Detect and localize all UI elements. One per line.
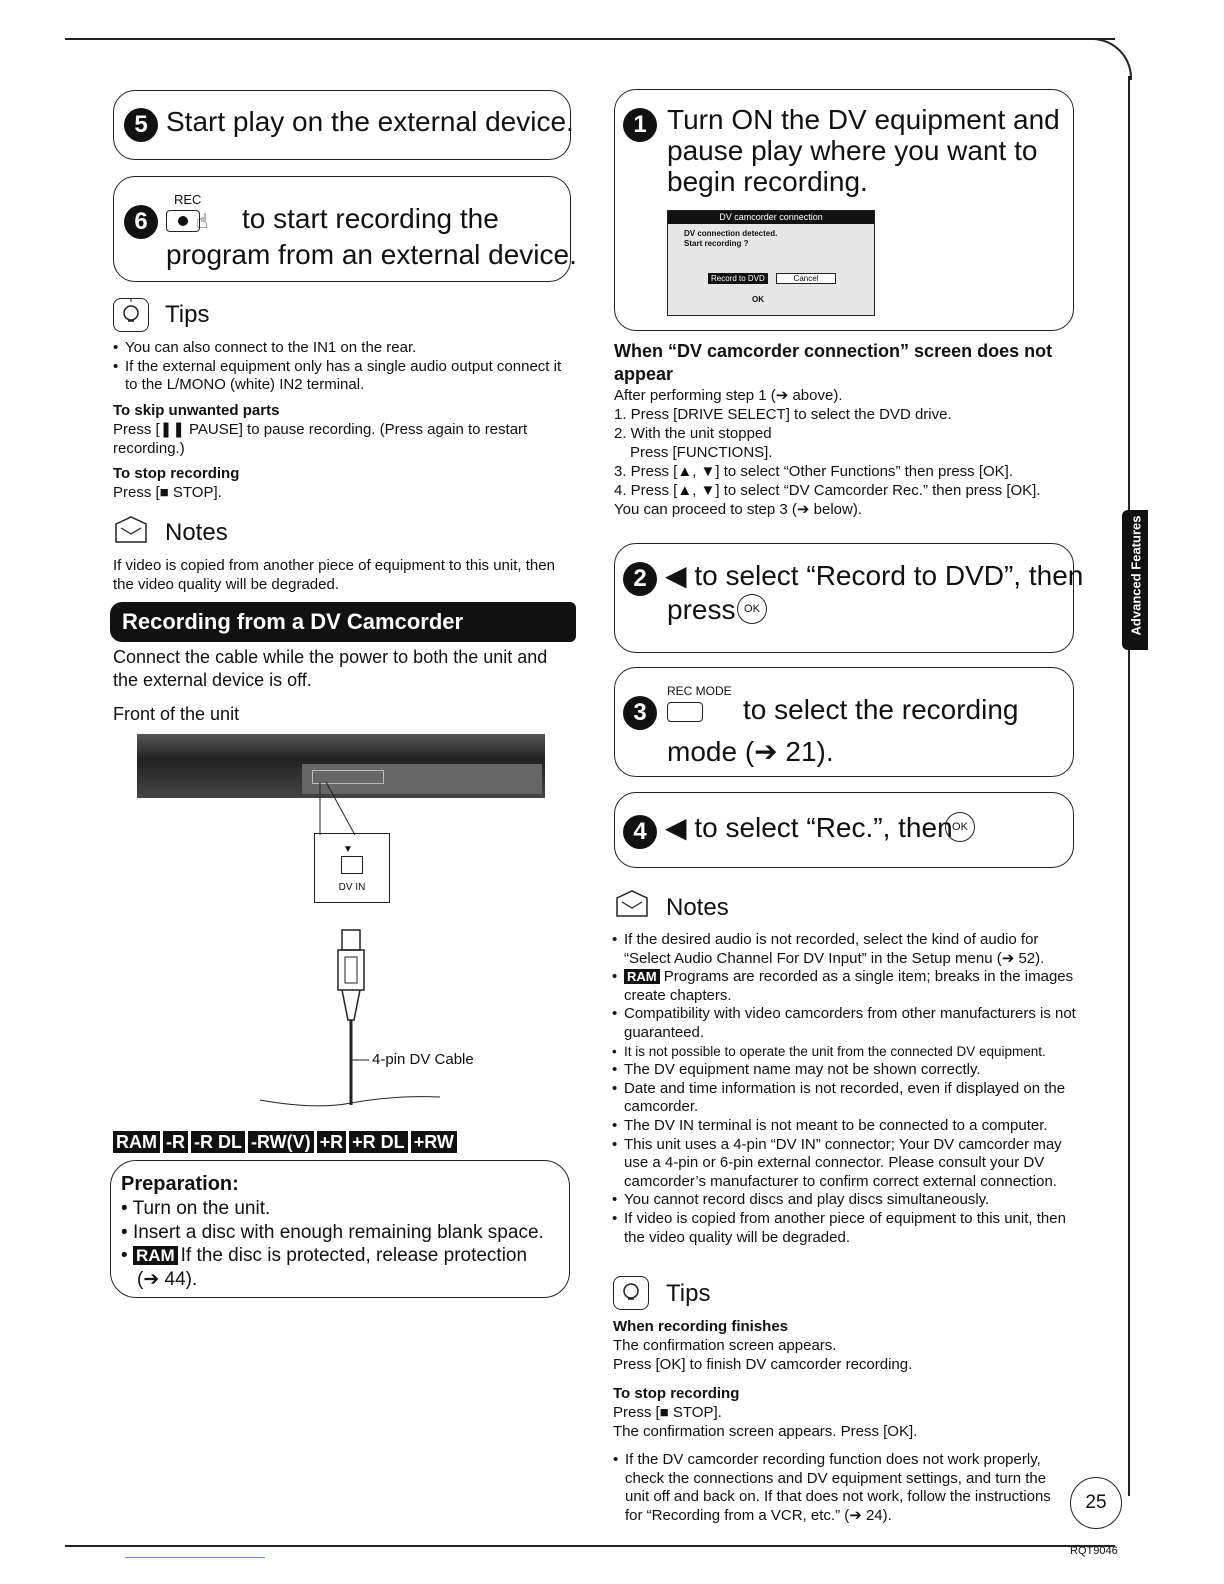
disc-badge: RAM bbox=[113, 1131, 160, 1153]
stop-text: Press [■ STOP]. bbox=[113, 483, 222, 501]
tips-title: Tips bbox=[165, 301, 210, 328]
note-item: • It is not possible to operate the unit from the connected DV equipment. bbox=[612, 1043, 1082, 1062]
step-text: Start play on the external device. bbox=[166, 106, 574, 137]
rec-mode-label: REC MODE bbox=[667, 684, 732, 698]
step-text-line1: to start recording the bbox=[242, 203, 499, 234]
top-rule bbox=[65, 38, 1115, 40]
disc-badges bbox=[113, 1131, 460, 1153]
step-number: 3 bbox=[623, 696, 657, 730]
preparation-title: Preparation: bbox=[121, 1173, 239, 1195]
note-item: • Compatibility with video camcorders from other manufacturers is not guaranteed. bbox=[612, 1005, 1082, 1042]
step-text-line2: press bbox=[667, 594, 736, 625]
side-tab: Advanced Features bbox=[1122, 510, 1148, 650]
disc-badge: +R DL bbox=[349, 1131, 408, 1153]
ok-button-icon: OK bbox=[945, 812, 975, 842]
note-item: • RAM Programs are recorded as a single item; breaks in the images create chapters. bbox=[612, 968, 1082, 1005]
step-number: 6 bbox=[124, 205, 158, 239]
tip-item: • If the DV camcorder recording function does not work properly, check the connections and DV equipment settings, and turn the unit off and back on. If that does not work, follow the instructions for “Recording from a VCR, etc.” (➔ 24). bbox=[613, 1451, 1063, 1525]
tip-item: • You can also connect to the IN1 on the rear. bbox=[113, 339, 568, 358]
notes-list bbox=[612, 931, 1082, 1247]
step-text: Turn ON the DV equipment and pause play where you want to begin recording. bbox=[667, 104, 1060, 197]
skip-heading: To skip unwanted parts bbox=[113, 401, 280, 419]
dv-in-label: DV IN bbox=[338, 882, 366, 893]
note-item: • Date and time information is not recorded, even if displayed on the camcorder. bbox=[612, 1080, 1082, 1117]
prep-item: • RAM If the disc is protected, release protection bbox=[121, 1245, 528, 1266]
section-banner: Recording from a DV Camcorder bbox=[110, 602, 576, 642]
prep-item-cont: (➔ 44). bbox=[137, 1268, 198, 1290]
dv-connection-screen bbox=[667, 210, 875, 316]
screen-message: DV connection detected. Start recording ? bbox=[684, 229, 778, 248]
step-text-line2: mode (➔ 21). bbox=[667, 736, 834, 767]
note-item: • If the desired audio is not recorded, select the kind of audio for “Select Audio Channel For DV Input” in the Setup menu (➔ 52). bbox=[612, 931, 1082, 968]
notes-title: Notes bbox=[165, 519, 228, 546]
rec-mode-button-icon bbox=[667, 702, 703, 722]
note-item: • The DV equipment name may not be shown correctly. bbox=[612, 1061, 1082, 1080]
hand-press-icon: ☝ bbox=[196, 211, 209, 233]
when-not-heading: When “DV camcorder connection” screen does not appear bbox=[614, 341, 1053, 384]
preparation-list bbox=[121, 1197, 561, 1291]
top-rule-corner bbox=[1090, 38, 1132, 80]
note-item: • You cannot record discs and play discs simultaneously. bbox=[612, 1191, 1082, 1210]
prep-item: • Insert a disc with enough remaining blank space. bbox=[121, 1221, 544, 1243]
tip-item: • If the external equipment only has a single audio output connect it to the L/MONO (white) IN2 terminal. bbox=[113, 358, 568, 395]
step-5-box bbox=[113, 90, 574, 160]
bottom-rule bbox=[65, 1545, 1115, 1547]
ok-button-icon: OK bbox=[737, 594, 767, 624]
step-2-box bbox=[614, 543, 1084, 653]
record-to-dvd-button[interactable]: Record to DVD bbox=[708, 273, 768, 284]
footer-link-line bbox=[125, 1557, 265, 1558]
step-6-box bbox=[113, 176, 577, 282]
step-number: 5 bbox=[124, 108, 158, 142]
section-intro: Connect the cable while the power to both the unit and the external device is off. bbox=[113, 647, 548, 690]
doc-code: RQT9046 bbox=[1070, 1545, 1118, 1557]
dv-cable-illustration bbox=[255, 925, 455, 1115]
step-3-box bbox=[614, 667, 1074, 777]
page-number: 25 bbox=[1070, 1477, 1122, 1529]
screen-title: DV camcorder connection bbox=[668, 211, 874, 224]
note-item: • If video is copied from another piece of equipment to this unit, then the video quality will be degraded. bbox=[612, 1210, 1082, 1247]
dv-in-port: ▼ DV IN bbox=[314, 833, 390, 903]
notes-text: If video is copied from another piece of equipment to this unit, then the video quality will be degraded. bbox=[113, 557, 555, 593]
cable-label: 4-pin DV Cable bbox=[372, 1051, 474, 1068]
notes-icon bbox=[614, 888, 650, 920]
step-text-line2: program from an external device. bbox=[166, 239, 577, 270]
disc-badge: +R bbox=[317, 1131, 347, 1153]
note-item: • The DV IN terminal is not meant to be connected to a computer. bbox=[612, 1117, 1082, 1136]
preparation-box bbox=[110, 1160, 570, 1298]
tips-right-content: When recording finishes The confirmation screen appears. Press [OK] to finish DV camcorder recording. To stop recording Press [■ STOP]. The confirmation screen appears. Press [OK]. • If the DV camcorder recording function does not work properly, check the connections and DV equipment settings, and turn the unit off and back on. If that does not work, follow the instructions for “Recording from a VCR, etc.” (➔ 24). bbox=[613, 1317, 1063, 1525]
notes-icon bbox=[113, 514, 149, 546]
note-item: • This unit uses a 4-pin “DV IN” connector; Your DV camcorder may use a 4-pin or 6-pin external connector. Please consult your DV camcorder’s manufacturer to confirm correct external connection. bbox=[612, 1136, 1082, 1192]
tips-list bbox=[113, 339, 568, 502]
step-text-line1: ◀ to select “Record to DVD”, then bbox=[665, 560, 1084, 591]
step-4-box bbox=[614, 792, 1074, 868]
cancel-button[interactable]: Cancel bbox=[776, 273, 836, 284]
front-label: Front of the unit bbox=[113, 704, 240, 724]
step-number: 1 bbox=[623, 108, 657, 142]
rec-button-icon bbox=[166, 210, 200, 232]
right-rule bbox=[1128, 76, 1130, 1496]
disc-badge: +RW bbox=[411, 1131, 457, 1153]
step-1-box bbox=[614, 89, 1074, 331]
step-text-line1: to select the recording bbox=[743, 694, 1019, 725]
tips-icon bbox=[113, 298, 149, 332]
prep-item: • Turn on the unit. bbox=[121, 1198, 271, 1219]
tips-title: Tips bbox=[666, 1280, 711, 1307]
notes-title: Notes bbox=[666, 894, 729, 921]
disc-badge: -RW(V) bbox=[248, 1131, 314, 1153]
skip-text: Press [❚❚ PAUSE] to pause recording. (Press again to restart recording.) bbox=[113, 420, 528, 457]
stop-heading: To stop recording bbox=[113, 464, 240, 482]
tips-icon bbox=[613, 1276, 649, 1310]
step-number: 2 bbox=[623, 562, 657, 596]
ok-indicator: OK bbox=[752, 295, 764, 304]
disc-badge: -R DL bbox=[191, 1131, 245, 1153]
callout-lines bbox=[300, 780, 400, 840]
step-number: 4 bbox=[623, 815, 657, 849]
step-text: ◀ to select “Rec.”, then bbox=[665, 812, 953, 843]
disc-badge: -R bbox=[163, 1131, 188, 1153]
rec-label: REC bbox=[174, 192, 202, 207]
when-not-appear: When “DV camcorder connection” screen does not appear After performing step 1 (➔ above). 1. Press [DRIVE SELECT] to select the DVD drive. 2. With the unit stopped Press [FUNCTIONS]. 3. Press [▲, ▼] to select “Other Functions” then press [OK]. 4. Press [▲, ▼] to select “DV Camcorder Rec.” then press [OK]. You can proceed to step 3 (➔ below). bbox=[614, 340, 1084, 519]
